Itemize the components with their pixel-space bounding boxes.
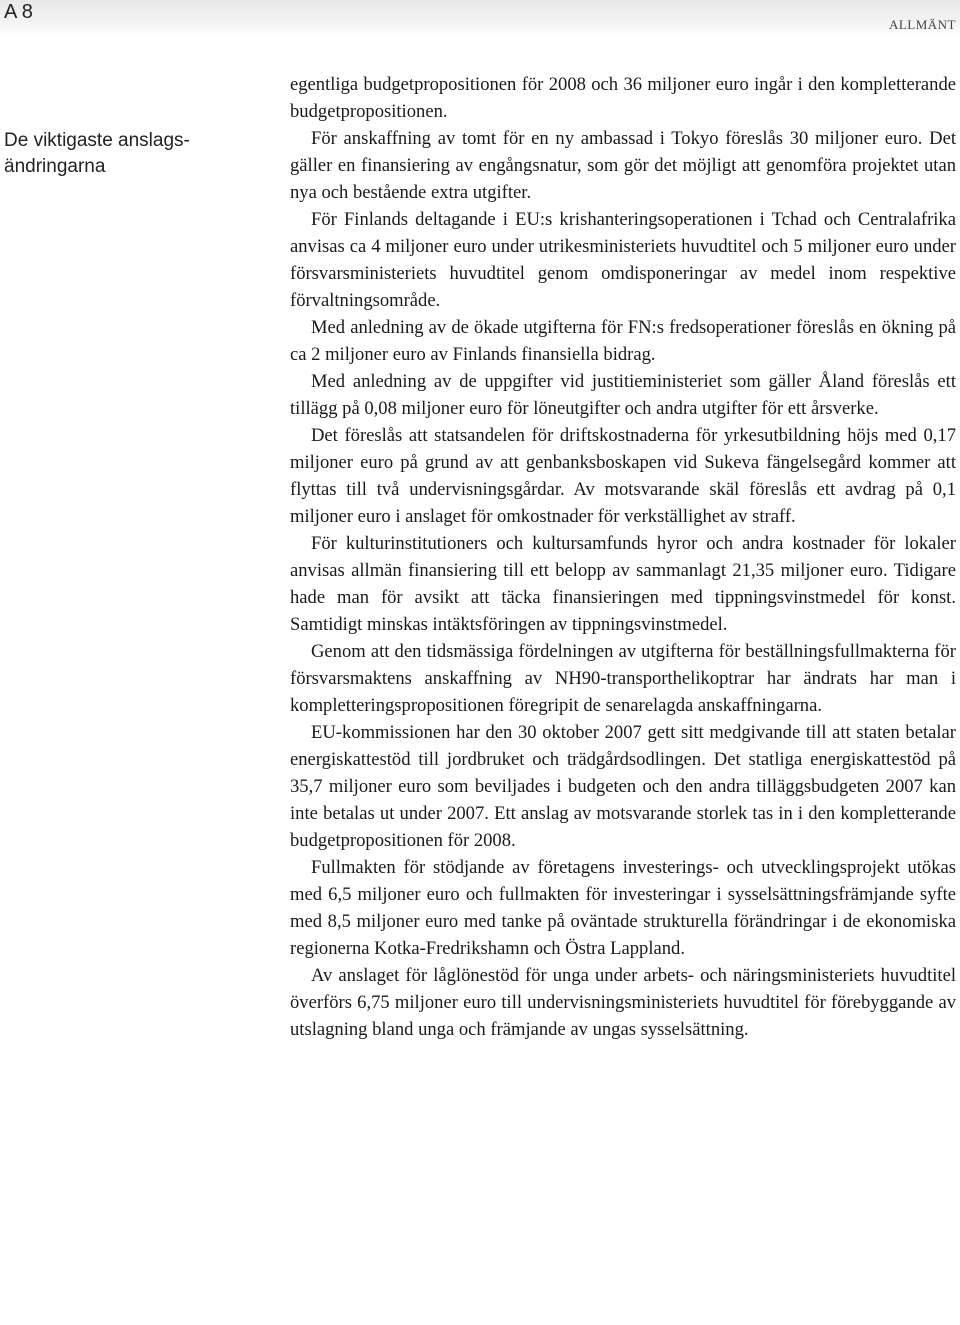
page-header bbox=[0, 0, 960, 36]
paragraph-un-peace-operations: Med anledning av de ökade utgifterna för FN:s fredsoperationer föreslås en ökning på ca 2 miljoner euro av Finlands finansiella bidrag. bbox=[290, 317, 956, 365]
section-name: ALLMÄNT bbox=[888, 17, 956, 32]
paragraph-nh90-helicopters: Genom att den tidsmässiga fördelningen av utgifterna för beställningsfullmakterna för försvarsmaktens anskaffning av NH90-transporthelikoptrar har ändrats har man i kompletteringspropositionen föregripit de senarelagda anskaffningarna. bbox=[290, 641, 956, 716]
paragraph-continuation: egentliga budgetpropositionen för 2008 och 36 miljoner euro ingår i den kompletterande budgetpropositionen. bbox=[290, 74, 956, 122]
paragraph-culture-rents: För kulturinstitutioners och kultursamfunds hyror och andra kostnader för lokaler anvisas allmän finansiering till ett belopp av sammanlagt 21,35 miljoner euro. Tidigare hade man för avsikt att täcka finansieringen med tippningsvinstmedel för konst. Samtidigt minskas intäktsföringen av tippningsvinstmedel. bbox=[290, 533, 956, 635]
paragraph-aland-justice: Med anledning av de uppgifter vid justitieministeriet som gäller Åland föreslås ett tillägg på 0,08 miljoner euro för löneutgifter och andra utgifter för ett årsverke. bbox=[290, 371, 956, 419]
paragraph-energy-tax-support: EU-kommissionen har den 30 oktober 2007 gett sitt medgivande till att staten betalar energiskattestöd till jordbruket och trädgårdsodlingen. Det statliga energiskattestöd på 35,7 miljoner euro som beviljades i budgeten och den andra tilläggsbudgeten 2007 kan inte betalas ut under 2007. Ett anslag av motsvarande storlek tas in i den kompletterande budgetpropositionen för 2008. bbox=[290, 722, 956, 851]
paragraph-eu-crisis-management: För Finlands deltagande i EU:s krishanteringsoperationen i Tchad och Centralafrika anvisas ca 4 miljoner euro under utrikesministeriets huvudtitel och 5 miljoner euro under försvarsministeriets huvudtitel genom omdisponeringar av medel inom respektive förvaltningsområde. bbox=[290, 209, 956, 311]
page-number: A 8 bbox=[4, 1, 33, 23]
side-heading: De viktigaste anslags-ändringarna bbox=[4, 130, 190, 177]
paragraph-low-wage-support: Av anslaget för låglönestöd för unga under arbets- och näringsministeriets huvudtitel överförs 6,75 miljoner euro till undervisningsministeriets huvudtitel för förebyggande av utslagning bland unga och främjande av ungas sysselsättning. bbox=[290, 965, 956, 1040]
body-text bbox=[290, 71, 956, 1043]
paragraph-investment-authorisation: Fullmakten för stödjande av företagens investerings- och utvecklingsprojekt utökas med 6,5 miljoner euro och fullmakten för investeringar i sysselsättningsfrämjande syfte med 8,5 miljoner euro med tanke på oväntade strukturella förändringar i de ekonomiska regionerna Kotka-Fredrikshamn och Östra Lappland. bbox=[290, 857, 956, 959]
paragraph-vocational-training: Det föreslås att statsandelen för driftskostnaderna för yrkesutbildning höjs med 0,17 miljoner euro på grund av att genbanksboskapen vid Sukeva fängelsegård kommer att flyttas till två undervisningsgårdar. Av motsvarande skäl föreslås ett avdrag på 0,1 miljoner euro i anslaget för omkostnader för verkställighet av straff. bbox=[290, 425, 956, 527]
paragraph-tokyo-embassy: För anskaffning av tomt för en ny ambassad i Tokyo föreslås 30 miljoner euro. Det gäller en finansiering av engångsnatur, som gör det möjligt att genomföra projektet utan nya och bestående extra utgifter. bbox=[290, 128, 956, 203]
